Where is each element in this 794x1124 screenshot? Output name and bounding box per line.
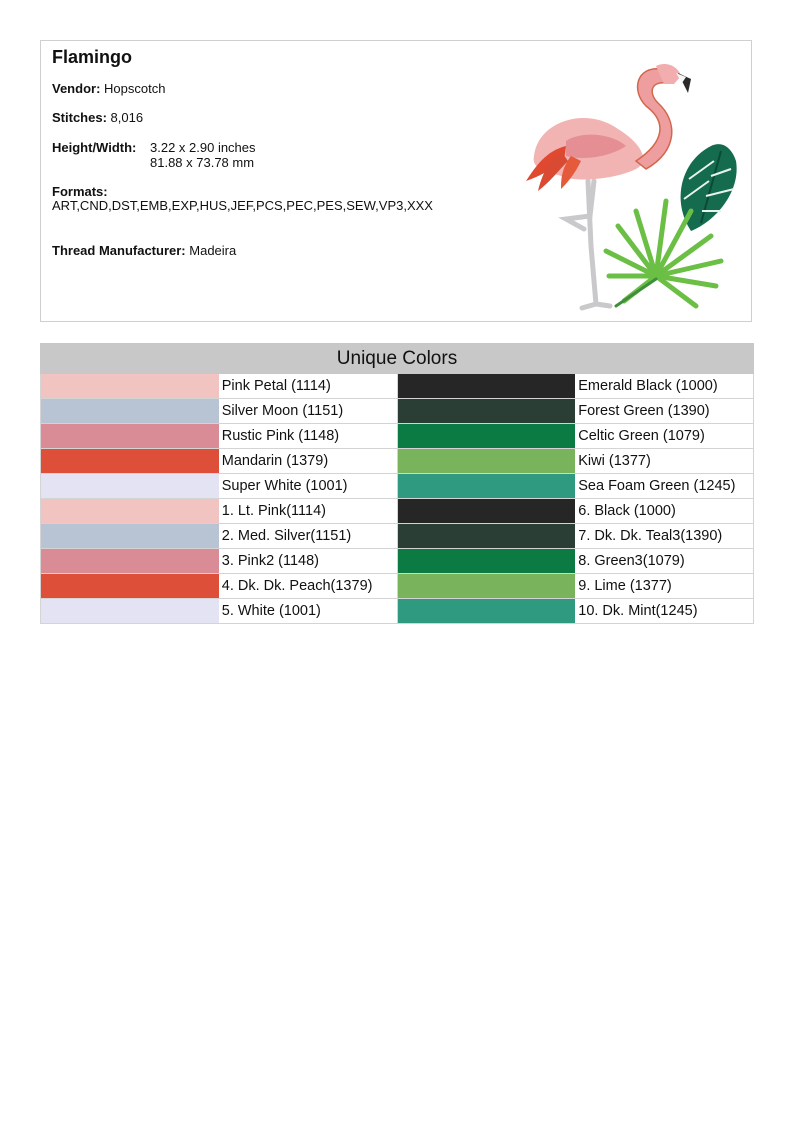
- color-name: Super White (1001): [219, 474, 397, 499]
- color-swatch: [41, 474, 219, 499]
- design-info-card: [40, 40, 752, 322]
- color-name: Kiwi (1377): [575, 449, 753, 474]
- color-swatch: [397, 399, 575, 424]
- vendor-row: [52, 81, 165, 96]
- color-swatch: [41, 499, 219, 524]
- color-name: Pink Petal (1114): [219, 374, 397, 399]
- color-swatch: [41, 599, 219, 624]
- stitches-value: 8,016: [110, 110, 144, 125]
- color-name: 8. Green3(1079): [575, 549, 753, 574]
- color-name: 10. Dk. Mint(1245): [575, 599, 753, 624]
- height-width-row: [52, 140, 256, 170]
- stitches-label: Stitches:: [52, 110, 107, 125]
- height-width-inches: 3.22 x 2.90 inches: [150, 140, 256, 155]
- flamingo-legs: [566, 181, 610, 308]
- vendor-value: Hopscotch: [104, 81, 166, 96]
- formats-value: ART,CND,DST,EMB,EXP,HUS,JEF,PCS,PEC,PES,SEW,VP3,XXX: [52, 198, 433, 213]
- color-name: 5. White (1001): [219, 599, 397, 624]
- color-name: 1. Lt. Pink(1114): [219, 499, 397, 524]
- color-swatch: [41, 449, 219, 474]
- color-name: Emerald Black (1000): [575, 374, 753, 399]
- vendor-label: Vendor:: [52, 81, 101, 96]
- table-row: [41, 549, 754, 574]
- color-swatch: [397, 374, 575, 399]
- table-row: [41, 374, 754, 399]
- color-swatch: [397, 449, 575, 474]
- table-row: [41, 474, 754, 499]
- color-swatch: [397, 424, 575, 449]
- color-swatch: [41, 549, 219, 574]
- color-swatch: [397, 549, 575, 574]
- flamingo-design-image: [506, 51, 746, 316]
- color-swatch: [397, 574, 575, 599]
- color-swatch: [41, 374, 219, 399]
- color-swatch: [397, 474, 575, 499]
- unique-colors-header: Unique Colors: [41, 344, 754, 374]
- color-name: 6. Black (1000): [575, 499, 753, 524]
- table-header-row: [41, 344, 754, 374]
- colors-table-body: [41, 374, 754, 624]
- color-name: 3. Pink2 (1148): [219, 549, 397, 574]
- height-width-values: [150, 140, 256, 170]
- table-row: [41, 574, 754, 599]
- color-swatch: [397, 524, 575, 549]
- color-swatch: [397, 499, 575, 524]
- stitches-row: [52, 110, 143, 125]
- color-name: Mandarin (1379): [219, 449, 397, 474]
- color-name: 9. Lime (1377): [575, 574, 753, 599]
- table-row: [41, 599, 754, 624]
- color-name: 7. Dk. Dk. Teal3(1390): [575, 524, 753, 549]
- color-name: Forest Green (1390): [575, 399, 753, 424]
- color-name: Celtic Green (1079): [575, 424, 753, 449]
- table-row: [41, 524, 754, 549]
- table-row: [41, 449, 754, 474]
- unique-colors-table: [40, 343, 754, 624]
- color-swatch: [41, 399, 219, 424]
- color-name: Sea Foam Green (1245): [575, 474, 753, 499]
- formats-label: Formats:: [52, 184, 108, 199]
- thread-manufacturer-label: Thread Manufacturer:: [52, 243, 186, 258]
- formats-row: [52, 184, 492, 213]
- color-swatch: [41, 574, 219, 599]
- height-width-mm: 81.88 x 73.78 mm: [150, 155, 255, 170]
- color-swatch: [41, 524, 219, 549]
- color-name: Silver Moon (1151): [219, 399, 397, 424]
- table-row: [41, 399, 754, 424]
- color-swatch: [41, 424, 219, 449]
- height-width-label: Height/Width:: [52, 140, 137, 155]
- color-name: Rustic Pink (1148): [219, 424, 397, 449]
- color-name: 2. Med. Silver(1151): [219, 524, 397, 549]
- thread-manufacturer-row: [52, 243, 236, 258]
- thread-manufacturer-value: Madeira: [189, 243, 237, 258]
- design-title: Flamingo: [52, 47, 132, 67]
- table-row: [41, 424, 754, 449]
- color-name: 4. Dk. Dk. Peach(1379): [219, 574, 397, 599]
- color-swatch: [397, 599, 575, 624]
- table-row: [41, 499, 754, 524]
